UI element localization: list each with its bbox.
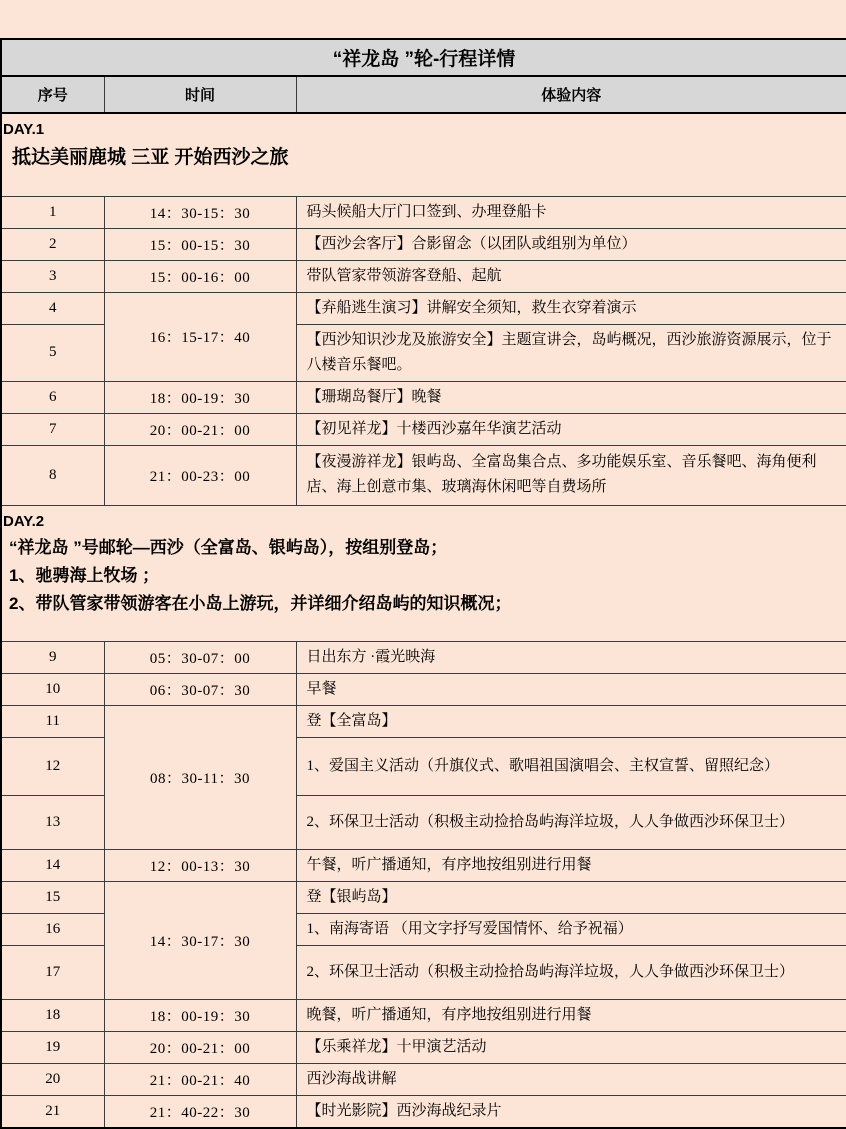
column-header-no: 序号 [1,76,104,113]
table-row [1,381,846,413]
content-cell: 【夜漫游祥龙】银屿岛、全富岛集合点、多功能娱乐室、音乐餐吧、海角便利店、海上创意市集、玻璃海休闲吧等自费场所 [296,445,846,505]
table-row [1,413,846,445]
row-number-cell: 8 [1,445,104,505]
time-cell: 20：00-21：00 [104,413,296,445]
time-cell: 15：00-16：00 [104,260,296,292]
table-header-row [1,76,846,113]
row-number-cell: 9 [1,641,104,673]
content-cell: 西沙海战讲解 [296,1063,846,1095]
content-cell: 午餐，听广播通知，有序地按组别进行用餐 [296,849,846,881]
content-cell: 【时光影院】西沙海战纪录片 [296,1095,846,1128]
content-cell: 【珊瑚岛餐厅】晚餐 [296,381,846,413]
row-number-cell: 21 [1,1095,104,1128]
table-row [1,849,846,881]
table-row [1,673,846,705]
row-number-cell: 11 [1,705,104,737]
row-number-cell: 1 [1,196,104,228]
row-number-cell: 20 [1,1063,104,1095]
row-number-cell: 16 [1,913,104,945]
content-cell: 【初见祥龙】十楼西沙嘉年华演艺活动 [296,413,846,445]
content-cell: 【西沙知识沙龙及旅游安全】主题宣讲会，岛屿概况，西沙旅游资源展示，位于八楼音乐餐吧。 [296,324,846,381]
content-cell: 1、爱国主义活动（升旗仪式、歌唱祖国演唱会、主权宣誓、留照纪念） [296,737,846,795]
time-cell: 12：00-13：30 [104,849,296,881]
table-row [1,1031,846,1063]
time-cell: 20：00-21：00 [104,1031,296,1063]
table-row [1,445,846,505]
table-row [1,705,846,737]
time-cell: 06：30-07：30 [104,673,296,705]
table-row [1,228,846,260]
time-cell: 18：00-19：30 [104,381,296,413]
row-number-cell: 10 [1,673,104,705]
row-number-cell: 14 [1,849,104,881]
day2-section [1,505,846,641]
row-number-cell: 6 [1,381,104,413]
content-cell: 1、南海寄语 （用文字抒写爱国情怀、给予祝福） [296,913,846,945]
table-row [1,641,846,673]
content-cell: 2、环保卫士活动（积极主动捡拾岛屿海洋垃圾，人人争做西沙环保卫士） [296,795,846,849]
day2-section-row [1,505,846,641]
time-cell: 18：00-19：30 [104,999,296,1031]
row-number-cell: 2 [1,228,104,260]
row-number-cell: 7 [1,413,104,445]
day1-section-row [1,113,846,196]
day2-line: “祥龙岛 ”号邮轮—西沙（全富岛、银屿岛），按组别登岛； [9,537,448,557]
day2-line: 2、带队管家带领游客在小岛上游玩，并详细介绍岛屿的知识概况； [9,593,512,613]
row-number-cell: 19 [1,1031,104,1063]
table-row [1,999,846,1031]
row-number-cell: 15 [1,881,104,913]
content-cell: 【西沙会客厅】合影留念（以团队或组别为单位） [296,228,846,260]
time-cell: 15：00-15：30 [104,228,296,260]
day2-line: 1、驰骋海上牧场 ； [9,565,160,585]
content-cell: 登【全富岛】 [296,705,846,737]
table-row [1,881,846,913]
content-cell: 【弃船逃生演习】讲解安全须知，救生衣穿着演示 [296,292,846,324]
column-header-time: 时间 [104,76,296,113]
day1-heading: 抵达美丽鹿城 三亚 开始西沙之旅 [12,147,289,168]
table-title-row [1,39,846,76]
table-row [1,292,846,324]
day1-section [1,113,846,196]
table-row [1,1063,846,1095]
time-cell: 21：40-22：30 [104,1095,296,1128]
row-number-cell: 5 [1,324,104,381]
content-cell: 带队管家带领游客登船、起航 [296,260,846,292]
content-cell: 2、环保卫士活动（积极主动捡拾岛屿海洋垃圾，人人争做西沙环保卫士） [296,945,846,999]
row-number-cell: 13 [1,795,104,849]
content-cell: 早餐 [296,673,846,705]
content-cell: 晚餐，听广播通知，有序地按组别进行用餐 [296,999,846,1031]
column-header-content: 体验内容 [296,76,846,113]
time-cell: 21：00-23：00 [104,445,296,505]
day2-label: DAY.2 [3,512,45,530]
time-cell: 14：30-15：30 [104,196,296,228]
time-cell: 21：00-21：40 [104,1063,296,1095]
table-row [1,1095,846,1128]
time-cell-merged: 16：15-17：40 [104,292,296,381]
table-row [1,260,846,292]
itinerary-table [0,38,846,1129]
row-number-cell: 3 [1,260,104,292]
content-cell: 日出东方 ·霞光映海 [296,641,846,673]
time-cell-merged: 14：30-17：30 [104,881,296,999]
row-number-cell: 12 [1,737,104,795]
content-cell: 码头候船大厅门口签到、办理登船卡 [296,196,846,228]
row-number-cell: 17 [1,945,104,999]
content-cell: 登【银屿岛】 [296,881,846,913]
table-row [1,196,846,228]
time-cell: 05：30-07：00 [104,641,296,673]
row-number-cell: 18 [1,999,104,1031]
time-cell-merged: 08：30-11：30 [104,705,296,849]
content-cell: 【乐乘祥龙】十甲演艺活动 [296,1031,846,1063]
row-number-cell: 4 [1,292,104,324]
page-title: “祥龙岛 ”轮-行程详情 [1,39,846,76]
day1-label: DAY.1 [3,121,45,138]
